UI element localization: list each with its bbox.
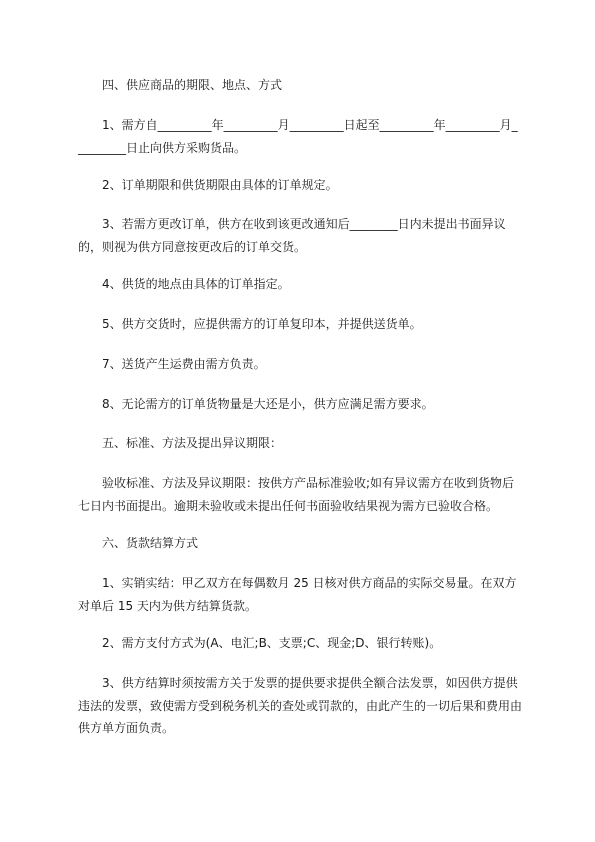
section-heading-5: 五、标准、方法及提出异议期限： [102, 436, 283, 450]
clause-4-3: 3、若需方更改订单，供方在收到该更改通知后________日内未提出书面异议的，则视为供方同意按更改后的订单交货。 [78, 217, 506, 254]
section-heading-4: 四、供应商品的期限、地点、方式 [102, 78, 283, 92]
clause-5-body: 验收标准、方法及异议期限：按供方产品标准验收;如有异议需方在收到货物后七日内书面提出。逾期未验收或未提出任何书面验收结果视为需方已验收合格。 [78, 476, 515, 513]
clause-4-1: 1、需方自_________年_________月_________日起至_________年_________月_________日止向供方采购货品。 [78, 118, 518, 155]
clause-4-4: 4、供货的地点由具体的订单指定。 [102, 277, 290, 291]
clause-4-8: 8、无论需方的订单货物量是大还是小，供方应满足需方要求。 [102, 397, 434, 411]
clause-6-1: 1、实销实结：甲乙双方在每偶数月 25 日核对供方商品的实际交易量。在双方对单后 15 天内为供方结算货款。 [78, 576, 517, 613]
clause-6-3: 3、供方结算时须按需方关于发票的提供要求提供全额合法发票，如因供方提供违法的发票，致使需方受到税务机关的查处或罚款的，由此产生的一切后果和费用由供方单方面负责。 [78, 676, 523, 735]
clause-4-2: 2、订单期限和供货期限由具体的订单规定。 [102, 178, 338, 192]
clause-4-5: 5、供方交货时，应提供需方的订单复印本，并提供送货单。 [102, 317, 422, 331]
clause-4-7: 7、送货产生运费由需方负责。 [102, 357, 266, 371]
clause-6-2: 2、需方支付方式为(A、电汇;B、支票;C、现金;D、银行转账)。 [102, 636, 442, 650]
section-heading-6: 六、货款结算方式 [102, 536, 199, 550]
